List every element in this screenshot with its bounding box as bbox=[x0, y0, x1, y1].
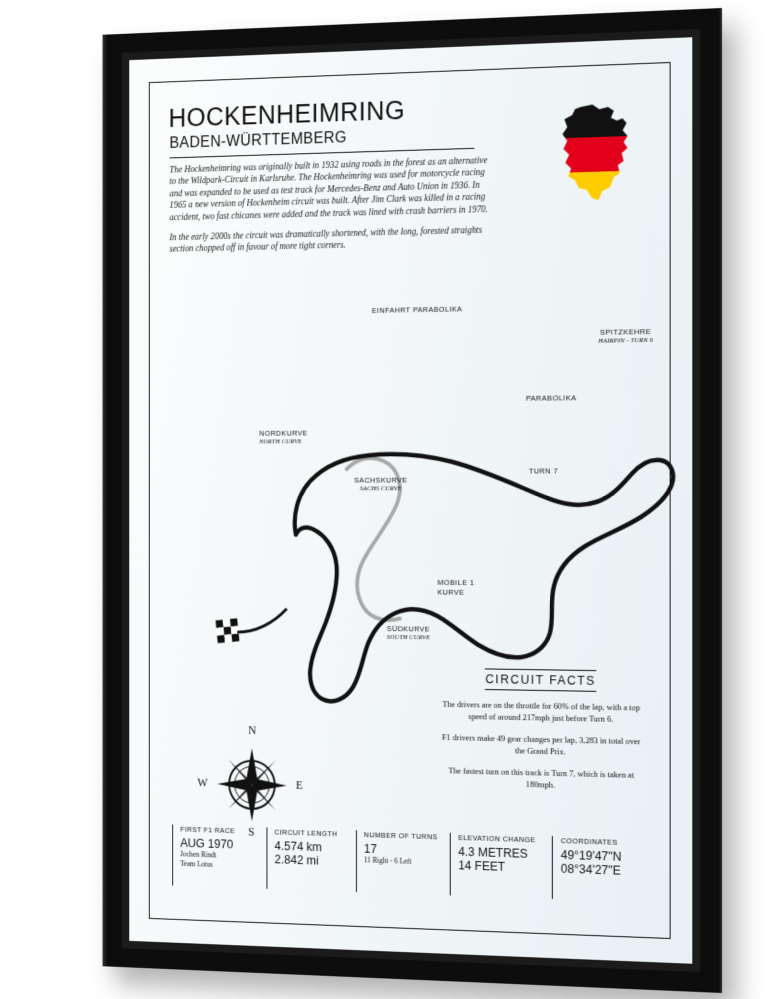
description-paragraph-2: In the early 2000s the circuit was dramatically shortened, with the long, forested straights section chopped off in favour of more tight corners. bbox=[169, 225, 483, 255]
stats-strip bbox=[172, 825, 653, 903]
corner-label-parabolika: PARABOLIKA bbox=[525, 393, 577, 403]
stat-value: 17 bbox=[363, 841, 377, 856]
page-title: HOCKENHEIMRING bbox=[168, 95, 406, 133]
circuit-track-svg bbox=[160, 309, 687, 728]
stat-sub-1: 11 Right - 6 Left bbox=[363, 855, 412, 866]
stat-label: FIRST F1 RACE bbox=[180, 824, 235, 836]
stat-circuit-length bbox=[266, 827, 355, 892]
corner-label-sudkurve: SÜDKURVE SOUTH CURVE bbox=[386, 624, 431, 642]
germany-flag-map-icon bbox=[552, 101, 641, 207]
circuit-map bbox=[160, 304, 659, 727]
stat-sub-1: Jochen Rindt bbox=[180, 849, 217, 860]
stat-value-secondary: 08°34'27"E bbox=[560, 861, 621, 878]
stat-value: 4.3 METRES bbox=[458, 844, 528, 861]
circuit-facts-heading: CIRCUIT FACTS bbox=[485, 668, 596, 691]
stat-sub-2: Team Lotus bbox=[180, 859, 213, 869]
description-text bbox=[169, 155, 488, 256]
stat-coordinates bbox=[552, 836, 653, 903]
stat-value: 4.574 km bbox=[274, 839, 322, 855]
compass-north-label: N bbox=[248, 723, 257, 737]
stat-label: NUMBER OF TURNS bbox=[363, 830, 438, 842]
corner-label-turn-7: TURN 7 bbox=[528, 466, 559, 476]
circuit-fact-2: F1 drivers make 49 gear changes per lap, 3,283 in total over the Grand Prix. bbox=[441, 732, 641, 757]
poster-content bbox=[160, 74, 659, 926]
circuit-facts-panel bbox=[432, 668, 651, 805]
frame-mat bbox=[129, 37, 692, 964]
corner-label-nordkurve: NORDKURVE NORTH CURVE bbox=[259, 428, 308, 446]
frame-edge-left bbox=[103, 35, 107, 967]
stat-number-of-turns bbox=[356, 830, 450, 895]
picture-frame bbox=[103, 8, 722, 993]
frame-edge-right bbox=[718, 8, 722, 993]
stat-value: AUG 1970 bbox=[180, 836, 234, 852]
stat-label: COORDINATES bbox=[560, 836, 618, 847]
stat-value-secondary: 2.842 mi bbox=[274, 852, 319, 868]
stat-value-secondary: 14 FEET bbox=[458, 858, 506, 874]
stat-first-f1-race bbox=[172, 825, 266, 889]
corner-label-sachskurve: SACHSKURVE SACHS CURVE bbox=[354, 475, 408, 493]
description-paragraph-1: The Hockenheimring was originally built in 1932 using roads in the forest as an alternative to the Wildpark-Circuit in Karlsruhe. The Hockenheimring was used for motorcycle racing and was expanded to be used as test track for Mercedes-Benz and Auto Union in 1936. In 1965 a new version of Hockenheim circuit was built. After Jim Clark was killed in a racing accident, two fast chicanes were added and the track was lined with crash barriers in 1970. bbox=[169, 156, 488, 223]
pitlane-path bbox=[237, 608, 286, 633]
start-finish-marker bbox=[216, 618, 240, 643]
stat-elevation-change bbox=[450, 833, 552, 899]
circuit-fact-1: The drivers are on the throttle for 60% of the lap, with a top speed of around 217mph just before Turn 6. bbox=[442, 699, 641, 724]
circuit-fact-3: The fastest turn on this track is Turn 7, which is taken at 180mph. bbox=[448, 765, 634, 790]
corner-label-spitzkehre: SPITZKEHRE HAIRPIN - TURN 6 bbox=[598, 327, 654, 345]
stat-value: 49°19'47"N bbox=[560, 848, 622, 864]
stat-label: ELEVATION CHANGE bbox=[458, 833, 536, 845]
corner-label-einfahrt-parabolika: EINFAHRT PARABOLIKA bbox=[371, 304, 463, 315]
compass-west-label: W bbox=[197, 775, 208, 790]
poster-print bbox=[129, 37, 692, 964]
page-subtitle: BADEN-WÜRTTEMBERG bbox=[169, 129, 347, 152]
compass-east-label: E bbox=[295, 778, 303, 792]
corner-label-mobile-1-kurve: MOBILE 1 KURVE bbox=[437, 578, 475, 597]
compass-south-label: S bbox=[248, 824, 255, 839]
stat-label: CIRCUIT LENGTH bbox=[274, 827, 338, 839]
